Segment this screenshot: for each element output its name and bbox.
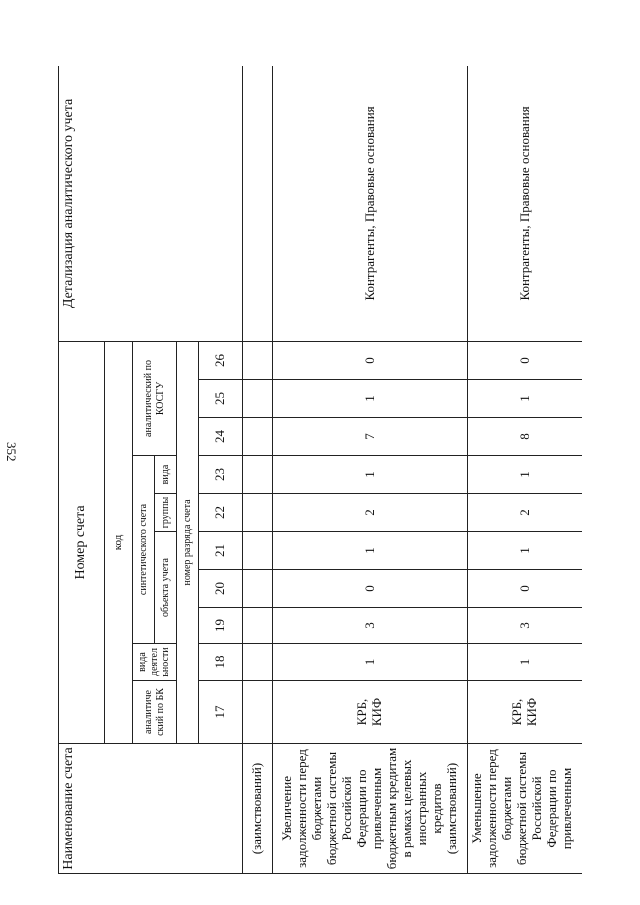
row-value: [243, 681, 273, 744]
row-value: 1: [273, 456, 468, 494]
row-value: 1: [273, 644, 468, 681]
row-value: 3: [468, 608, 583, 644]
activity-type-header: вида деятел ьности: [133, 644, 177, 681]
row-value: 1: [468, 380, 583, 418]
table-row: [273, 66, 468, 874]
row-value: 2: [468, 494, 583, 532]
digit-25: 25: [199, 380, 243, 418]
row-value: [243, 608, 273, 644]
table-row: [243, 66, 273, 874]
row-value: 1: [273, 380, 468, 418]
row-value: 1: [468, 456, 583, 494]
rotated-table-area: [58, 66, 582, 874]
name-header: Наименование счета: [59, 744, 243, 874]
row-value: 7: [273, 418, 468, 456]
row-value: [243, 570, 273, 608]
detail-header: Детализация аналитического учета: [59, 66, 243, 341]
digit-26: 26: [199, 341, 243, 379]
digit-18: 18: [199, 644, 243, 681]
page-number: 352: [4, 442, 19, 462]
row-value: [243, 380, 273, 418]
row-name: Увеличение задолженности перед бюджетами бюджетной системы Российской Федерации по привлеченным бюджетным кредитам в рамках целевых иностранных кредитов (заимствований): [273, 744, 468, 874]
kind-header: вида: [155, 456, 177, 494]
analytic-bk-header: аналитиче ский по БК: [133, 681, 177, 744]
row-value: 1: [468, 532, 583, 570]
object-header: объекта учета: [155, 532, 177, 644]
row-value: [243, 456, 273, 494]
synthetic-account-header: синтетического счета: [133, 456, 155, 644]
digit-22: 22: [199, 494, 243, 532]
row-value: 1: [468, 644, 583, 681]
row-value: 0: [468, 570, 583, 608]
row-detail: Контрагенты, Правовые основания: [273, 66, 468, 341]
row-value: 1: [273, 532, 468, 570]
group-header: группы: [155, 494, 177, 532]
digit-number-header: номер разряда счета: [177, 341, 199, 743]
row-detail: Контрагенты, Правовые основания: [468, 66, 583, 341]
row-value: [243, 532, 273, 570]
analytic-kosgu-header: аналитический по КОСГУ: [133, 341, 177, 455]
row-value: 8: [468, 418, 583, 456]
row-value: [243, 644, 273, 681]
row-name: Уменьшение задолженности перед бюджетами бюджетной системы Российской Федерации по привлеченным: [468, 744, 583, 874]
row-value: 3: [273, 608, 468, 644]
digit-23: 23: [199, 456, 243, 494]
row-detail: [243, 66, 273, 341]
table-row: [468, 66, 583, 874]
row-value: [243, 341, 273, 379]
row-name: (заимствований): [243, 744, 273, 874]
row-value: [243, 418, 273, 456]
account-table: [58, 66, 582, 874]
row-value: КРБ, КИФ: [468, 681, 583, 744]
row-value: 0: [273, 570, 468, 608]
digit-24: 24: [199, 418, 243, 456]
row-value: 0: [468, 341, 583, 379]
digit-21: 21: [199, 532, 243, 570]
code-header: код: [105, 341, 133, 743]
digit-20: 20: [199, 570, 243, 608]
row-value: 2: [273, 494, 468, 532]
account-number-header: Номер счета: [59, 341, 105, 743]
digit-19: 19: [199, 608, 243, 644]
row-value: 0: [273, 341, 468, 379]
row-value: КРБ, КИФ: [273, 681, 468, 744]
row-value: [243, 494, 273, 532]
digit-17: 17: [199, 681, 243, 744]
